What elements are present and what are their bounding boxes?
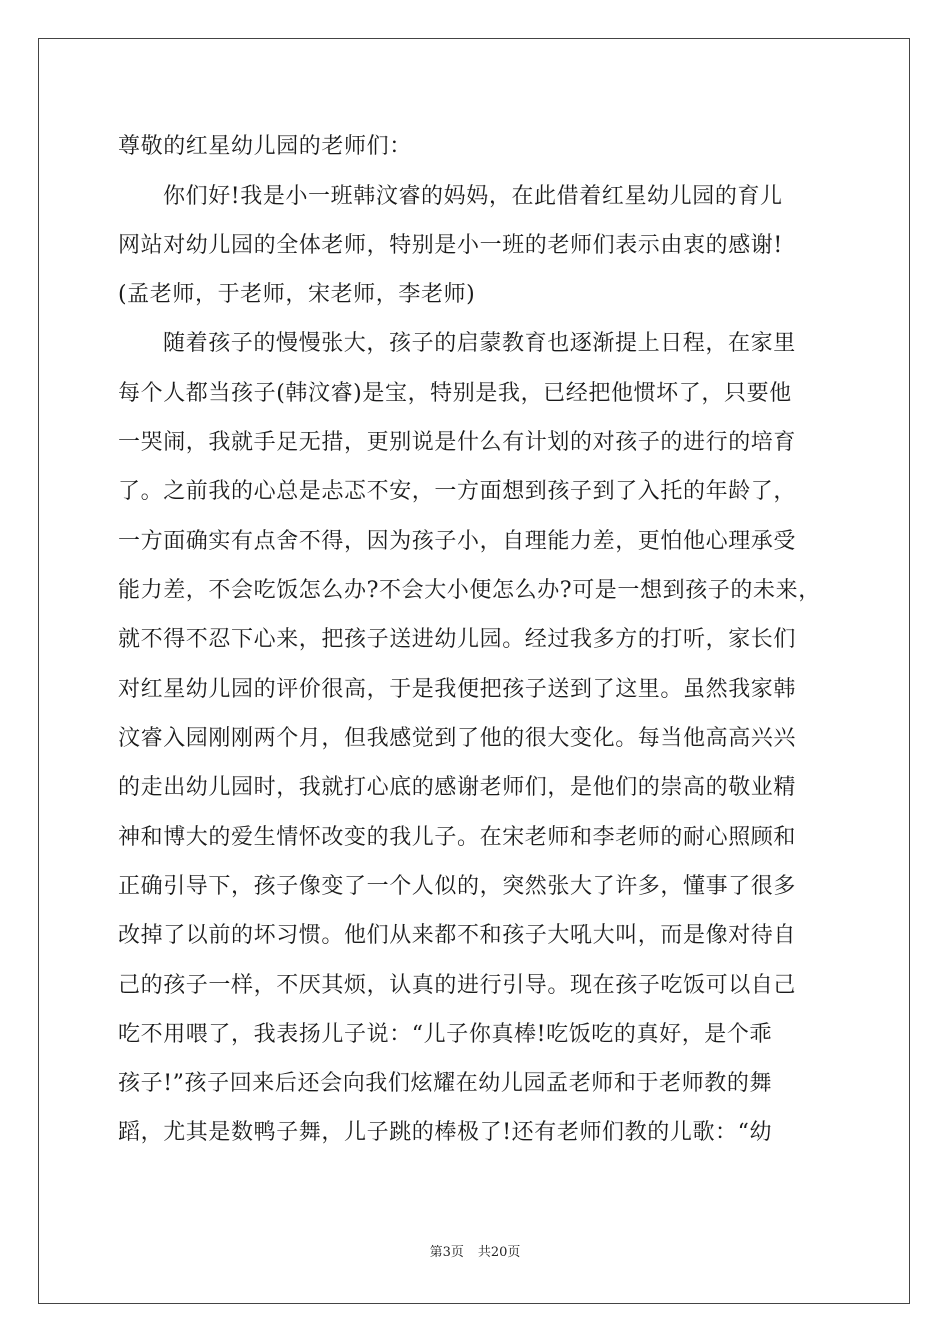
- body-line: 汶睿入园刚刚两个月，但我感觉到了他的很大变化。每当他高高兴兴: [118, 726, 797, 751]
- salutation-line: 尊敬的红星幼儿园的老师们：: [118, 134, 412, 159]
- body-line: 改掉了以前的坏习惯。他们从来都不和孩子大吼大叫，而是像对待自: [118, 923, 797, 948]
- body-line: 就不得不忍下心来，把孩子送进幼儿园。经过我多方的打听，家长们: [118, 627, 797, 652]
- body-line: 每个人都当孩子(韩汶睿)是宝，特别是我，已经把他惯坏了，只要他: [118, 381, 792, 406]
- body-line: 一方面确实有点舍不得，因为孩子小，自理能力差，更怕他心理承受: [118, 529, 797, 554]
- page-total: 共20页: [477, 1245, 521, 1260]
- body-line: 神和博大的爱生情怀改变的我儿子。在宋老师和李老师的耐心照顾和: [118, 825, 797, 850]
- body-line: 孩子!”孩子回来后还会向我们炫耀在幼儿园孟老师和于老师教的舞: [118, 1071, 773, 1096]
- body-line: 对红星幼儿园的评价很高，于是我便把孩子送到了这里。虽然我家韩: [118, 677, 797, 702]
- body-line: (孟老师，于老师，宋老师，李老师): [118, 282, 476, 307]
- body-line: 你们好!我是小一班韩汶睿的妈妈，在此借着红星幼儿园的育儿: [163, 184, 783, 209]
- page-border: [38, 38, 910, 1304]
- body-line: 正确引导下，孩子像变了一个人似的，突然张大了许多，懂事了很多: [118, 874, 797, 899]
- page-number: 第3页: [429, 1245, 464, 1260]
- body-line: 吃不用喂了，我表扬儿子说：“儿子你真棒!吃饭吃的真好，是个乖: [118, 1022, 773, 1047]
- body-line: 随着孩子的慢慢张大，孩子的启蒙教育也逐渐提上日程，在家里: [163, 331, 796, 356]
- body-line: 己的孩子一样，不厌其烦，认真的进行引导。现在孩子吃饭可以自己: [118, 973, 797, 998]
- body-line: 能力差，不会吃饭怎么办?不会大小便怎么办?可是一想到孩子的未来，: [118, 578, 821, 603]
- body-line: 了。之前我的心总是忐忑不安，一方面想到孩子到了入托的年龄了，: [118, 479, 797, 504]
- body-line: 网站对幼儿园的全体老师，特别是小一班的老师们表示由衷的感谢!: [118, 233, 783, 258]
- body-line: 的走出幼儿园时，我就打心底的感谢老师们，是他们的崇高的敬业精: [118, 775, 797, 800]
- page-footer: [0, 1244, 950, 1262]
- body-line: 一哭闹，我就手足无措，更别说是什么有计划的对孩子的进行的培育: [118, 430, 797, 455]
- body-line: 蹈，尤其是数鸭子舞，儿子跳的棒极了!还有老师们教的儿歌：“幼: [118, 1120, 773, 1145]
